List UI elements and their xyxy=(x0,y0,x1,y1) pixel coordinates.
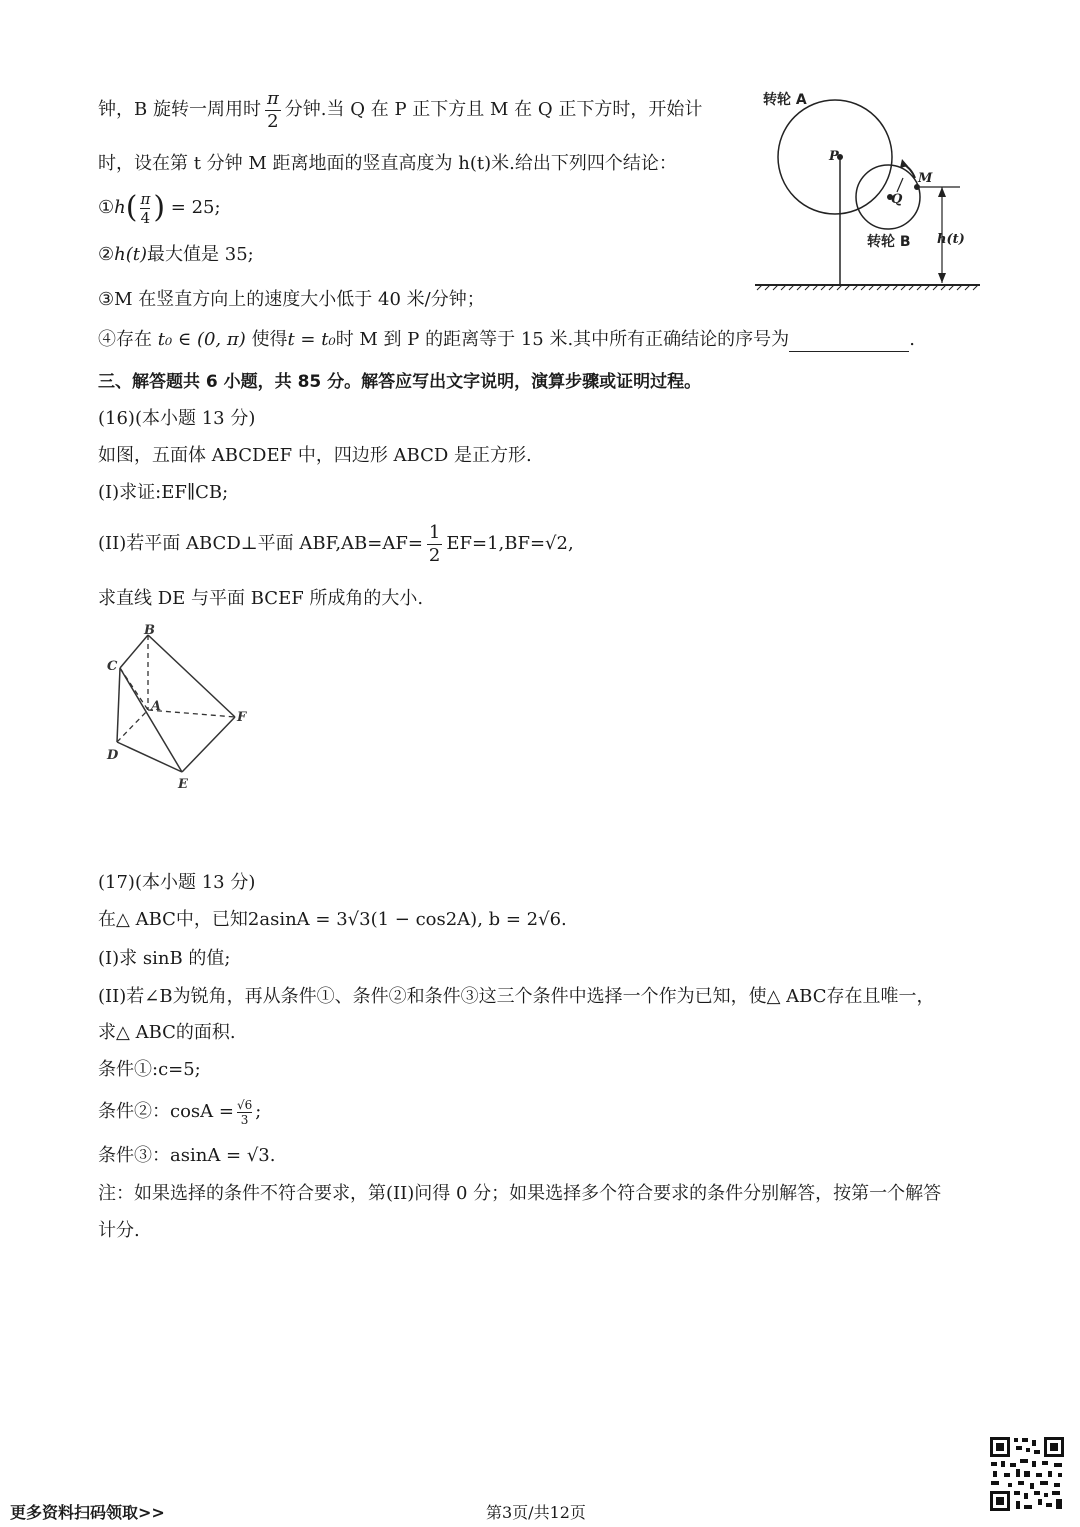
q17-condition-2 xyxy=(98,1094,261,1130)
footer-left-link[interactable]: 更多资料扫码领取>> xyxy=(10,1503,165,1522)
q16-intro: 如图，五面体 ABCDEF 中，四边形 ABCD 是正方形. xyxy=(98,445,532,466)
cond2-post: ; xyxy=(255,1101,262,1122)
c4-eq: t = t₀ xyxy=(287,329,336,350)
c4-pre: 存在 xyxy=(116,329,152,350)
c4-post: 时 M 到 P 的距离等于 15 米.其中所有正确结论的序号为 xyxy=(335,329,790,350)
label-wheel-a: 转轮 A xyxy=(763,92,807,108)
q16-fraction xyxy=(427,522,442,567)
q17-part2b: 求△ ABC的面积. xyxy=(98,1022,236,1043)
label-h: h(t) xyxy=(937,232,965,247)
q-arrow xyxy=(897,178,903,192)
q15-frac-num: π xyxy=(266,87,279,109)
q16-title: (16)(本小题 13 分) xyxy=(98,408,256,429)
q16-frac-den: 2 xyxy=(428,544,441,566)
poly-label-e: E xyxy=(178,777,188,792)
c1-num: π xyxy=(140,189,151,208)
c4-t0: t₀ ∈ (0, π) xyxy=(157,329,246,350)
wheel-figure xyxy=(745,80,985,295)
cond2-den: 3 xyxy=(240,1112,249,1127)
q16-part2 xyxy=(98,520,574,568)
q17-part1: (I)求 sinB 的值; xyxy=(98,948,231,969)
poly-label-d: D xyxy=(107,748,119,763)
qr-code[interactable] xyxy=(988,1435,1066,1513)
q17-condition-1: 条件①:c=5; xyxy=(98,1059,201,1080)
answer-blank[interactable] xyxy=(789,333,909,352)
q15-line1-pre: 钟，B 旋转一周用时 xyxy=(98,99,261,120)
q17-title: (17)(本小题 13 分) xyxy=(98,872,256,893)
section-3-heading: 三、解答题共 6 小题，共 85 分。解答应写出文字说明，演算步骤或证明过程。 xyxy=(98,372,702,392)
c2-label: ② xyxy=(98,244,115,265)
c1-rest: = 25; xyxy=(170,197,221,218)
q15-fraction xyxy=(265,88,281,133)
q16-part1: (I)求证:EF∥CB; xyxy=(98,482,229,503)
q16-part2-pre: (II)若平面 ABCD⊥平面 ABF,AB=AF= xyxy=(98,533,423,554)
q17-note-1: 注：如果选择的条件不符合要求，第(II)问得 0 分；如果选择多个符合要求的条件分别解答，按第一个解答 xyxy=(98,1183,942,1204)
h-arrow-up xyxy=(938,187,946,197)
q15-line2: 时，设在第 t 分钟 M 距离地面的竖直高度为 h(t)米.给出下列四个结论： xyxy=(98,153,677,174)
q15-line1-post: 分钟.当 Q 在 P 正下方且 M 在 Q 正下方时，开始计 xyxy=(284,99,703,120)
c4-mid: 使得 xyxy=(251,329,288,350)
q16-ask: 求直线 DE 与平面 BCEF 所成角的大小. xyxy=(98,588,424,609)
q16-part2-post: EF=1,BF=√2, xyxy=(446,533,574,554)
c1-fraction xyxy=(140,190,150,227)
page-number: 第3页/共12页 xyxy=(486,1503,586,1522)
q17-note-2: 计分. xyxy=(98,1220,140,1241)
h-arrow-down xyxy=(938,273,946,283)
label-m: M xyxy=(918,171,933,186)
c2-rest: 最大值是 35; xyxy=(147,244,254,265)
q15-frac-den: 2 xyxy=(267,110,279,132)
q17-given: 在△ ABC中，已知2asinA = 3√3(1 − cos2A), b = 2√6. xyxy=(98,909,567,930)
label-wheel-b: 转轮 B xyxy=(867,234,911,250)
poly-label-a: A xyxy=(151,699,162,714)
c2-expr: h(t) xyxy=(114,244,148,265)
cond2-pre: 条件②：cosA = xyxy=(98,1101,234,1122)
label-q: Q xyxy=(891,192,903,207)
q15-conclusion-4 xyxy=(98,328,915,352)
polyhedron-figure xyxy=(100,622,270,792)
poly-label-f: F xyxy=(237,710,247,725)
q15-conclusion-3: ③M 在竖直方向上的速度大小低于 40 米/分钟； xyxy=(98,289,485,310)
q15-line1 xyxy=(98,86,702,134)
q15-conclusion-2 xyxy=(98,243,254,267)
poly-label-b: B xyxy=(144,623,155,638)
label-p: P xyxy=(829,149,839,164)
q16-frac-num: 1 xyxy=(428,521,441,543)
q15-conclusion-1: ①h( $\frac{\pi}{4}$ ) = 25; xyxy=(98,189,221,227)
c1-label: ① xyxy=(98,197,115,218)
q17-part2: (II)若∠B为锐角，再从条件①、条件②和条件③这三个条件中选择一个作为已知，使△ ABC存在且唯一， xyxy=(98,986,935,1007)
c1-den: 4 xyxy=(140,208,151,227)
cond2-num: √6 xyxy=(236,1097,253,1112)
c4-end: . xyxy=(909,329,915,350)
cond2-fraction xyxy=(237,1098,252,1127)
c1-h: h xyxy=(114,197,126,218)
poly-label-c: C xyxy=(107,659,118,674)
c4-label: ④ xyxy=(98,329,116,350)
q17-condition-3: 条件③：asinA = √3. xyxy=(98,1145,276,1166)
